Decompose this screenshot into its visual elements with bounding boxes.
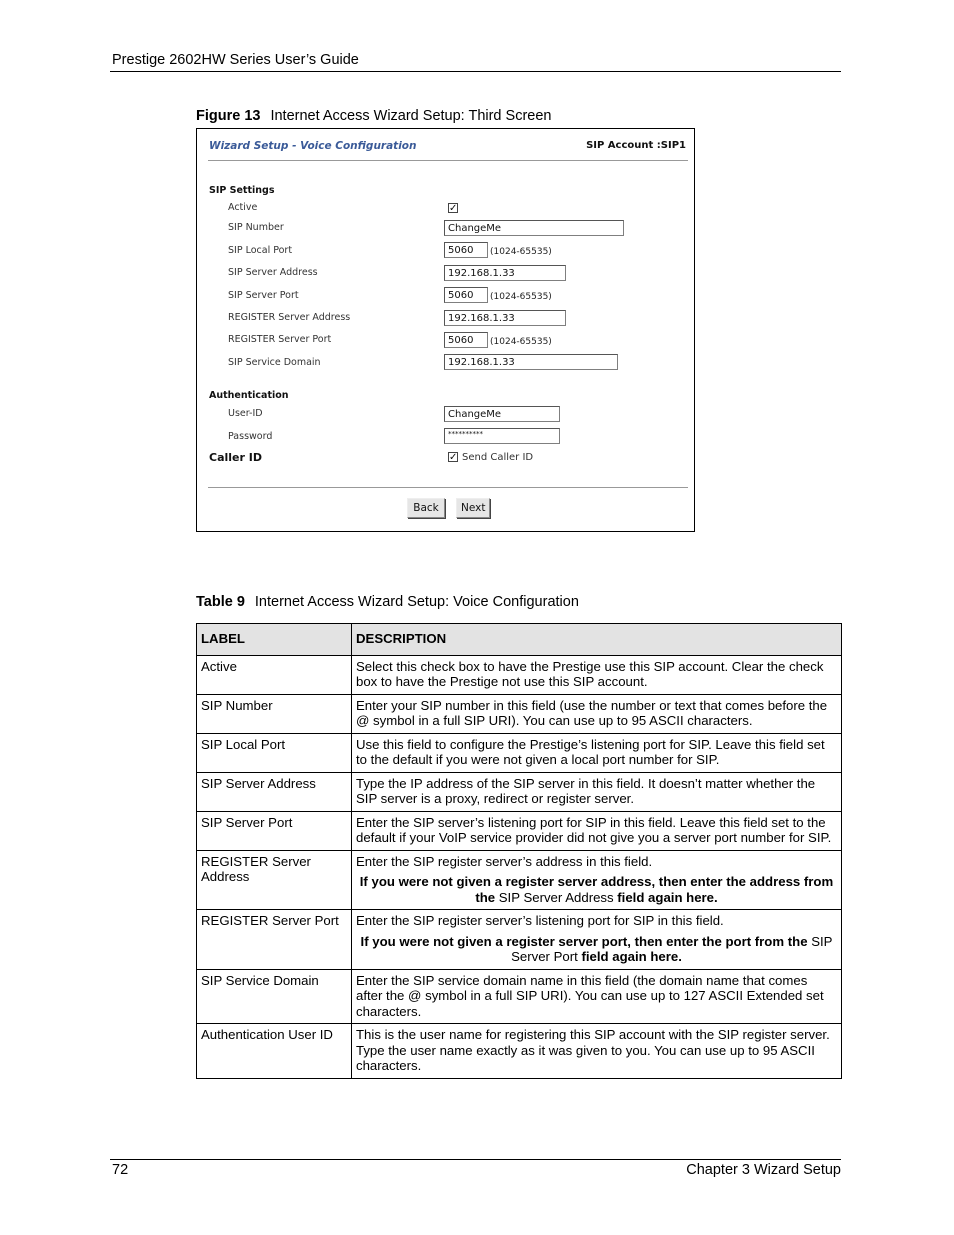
row-label: REGISTER Server Port [197, 910, 352, 970]
figure-title: Internet Access Wizard Setup: Third Screen [270, 108, 552, 124]
register-server-address-input[interactable]: 192.168.1.33 [444, 310, 566, 326]
next-button[interactable]: Next [456, 498, 490, 518]
sip-account-label: SIP Account :SIP1 [586, 140, 686, 151]
table-row [197, 811, 842, 850]
table-caption [196, 594, 579, 610]
row-label: Authentication User ID [197, 1024, 352, 1079]
row-label: SIP Number [197, 694, 352, 733]
register-server-port-range: (1024-65535) [490, 337, 552, 347]
back-button[interactable]: Back [407, 498, 445, 518]
table-header-row [197, 624, 842, 656]
row-note [356, 874, 837, 905]
row-description: Select this check box to have the Prestige use this SIP account. Clear the check box to have the Prestige not use this SIP account. [352, 655, 842, 694]
note-bold-text: If you were not given a register server port, then enter the port from the [360, 933, 808, 949]
row-label: Active [197, 655, 352, 694]
row-label: REGISTER Server Address [197, 850, 352, 910]
sip-server-address-label: SIP Server Address [228, 267, 318, 278]
sip-server-port-label: SIP Server Port [228, 290, 299, 301]
table-row [197, 850, 842, 910]
footer-rule [110, 1159, 841, 1160]
table-row [197, 1024, 842, 1079]
caller-id-heading: Caller ID [209, 451, 262, 464]
active-label: Active [228, 202, 258, 213]
row-description [352, 910, 842, 970]
row-description: This is the user name for registering this SIP account with the SIP register server. Type the user name exactly as it was given to you. You can use up to 95 ASCII characters. [352, 1024, 842, 1079]
divider [208, 160, 688, 161]
table-row [197, 910, 842, 970]
register-server-address-label: REGISTER Server Address [228, 312, 351, 323]
row-description: Use this field to configure the Prestige’s listening port for SIP. Leave this field set to the default if you were not given a local port number for SIP. [352, 733, 842, 772]
sip-service-domain-label: SIP Service Domain [228, 357, 321, 368]
label-column-header: LABEL [197, 624, 352, 656]
wizard-screenshot [196, 128, 695, 532]
sip-number-input[interactable]: ChangeMe [444, 220, 624, 236]
row-description: Type the IP address of the SIP server in this field. It doesn’t matter whether the SIP server is a proxy, redirect or register server. [352, 772, 842, 811]
sip-server-port-range: (1024-65535) [490, 292, 552, 302]
register-server-port-label: REGISTER Server Port [228, 334, 332, 345]
row-note [356, 934, 837, 965]
note-field-name: SIP Server Port [511, 933, 833, 964]
wizard-title: Wizard Setup - Voice Configuration [209, 140, 417, 152]
password-input[interactable]: ********** [444, 428, 560, 444]
send-caller-id-label: Send Caller ID [462, 452, 534, 463]
password-label: Password [228, 431, 273, 442]
table-row [197, 772, 842, 811]
authentication-heading: Authentication [209, 390, 289, 401]
note-field-name: SIP Server Address [498, 889, 614, 905]
row-description-text: Enter the SIP register server’s address in this field. [356, 853, 653, 869]
sip-number-label: SIP Number [228, 222, 284, 233]
sip-settings-heading: SIP Settings [209, 185, 275, 196]
table-title: Internet Access Wizard Setup: Voice Configuration [254, 594, 579, 610]
divider [208, 487, 688, 488]
page-number: 72 [112, 1162, 129, 1178]
chapter-label: Chapter 3 Wizard Setup [686, 1162, 841, 1178]
row-description: Enter the SIP server’s listening port for SIP in this field. Leave this field set to the default if your VoIP service provider did not give you a server port number for SIP. [352, 811, 842, 850]
table-row [197, 655, 842, 694]
note-bold-text: field again here. [617, 889, 718, 905]
row-description: Enter your SIP number in this field (use the number or text that comes before the @ symbol in a full SIP URI). You can use up to 95 ASCII characters. [352, 694, 842, 733]
table-number: Table 9 [196, 594, 245, 610]
figure-number: Figure 13 [196, 108, 261, 124]
table-row [197, 694, 842, 733]
description-column-header: DESCRIPTION [352, 624, 842, 656]
sip-server-address-input[interactable]: 192.168.1.33 [444, 265, 566, 281]
row-label: SIP Server Port [197, 811, 352, 850]
row-description [352, 850, 842, 910]
user-id-label: User-ID [228, 408, 263, 419]
row-description: Enter the SIP service domain name in this field (the domain name that comes after the @ symbol in a full SIP URI). You can use up to 127 ASCII Extended set characters. [352, 969, 842, 1024]
register-server-port-input[interactable]: 5060 [444, 332, 488, 348]
figure-caption [196, 108, 551, 124]
running-header: Prestige 2602HW Series User’s Guide [112, 52, 359, 68]
note-bold-text: field again here. [581, 949, 682, 964]
sip-server-port-input[interactable]: 5060 [444, 287, 488, 303]
sip-local-port-range: (1024-65535) [490, 247, 552, 257]
sip-service-domain-input[interactable]: 192.168.1.33 [444, 354, 618, 370]
active-checkbox[interactable]: ✓ [449, 203, 458, 214]
note-bold-text: If you were not given a register server address, then enter the address from the [359, 874, 834, 905]
send-caller-id-checkbox[interactable]: ✓ [449, 452, 458, 463]
sip-local-port-input[interactable]: 5060 [444, 242, 488, 258]
user-id-input[interactable]: ChangeMe [444, 406, 560, 422]
voice-configuration-table [196, 623, 842, 1079]
row-label: SIP Server Address [197, 772, 352, 811]
table-row [197, 969, 842, 1024]
row-label: SIP Service Domain [197, 969, 352, 1024]
row-label: SIP Local Port [197, 733, 352, 772]
header-rule [110, 71, 841, 72]
table-row [197, 733, 842, 772]
row-description-text: Enter the SIP register server’s listening port for SIP in this field. [356, 913, 724, 928]
sip-local-port-label: SIP Local Port [228, 245, 293, 256]
